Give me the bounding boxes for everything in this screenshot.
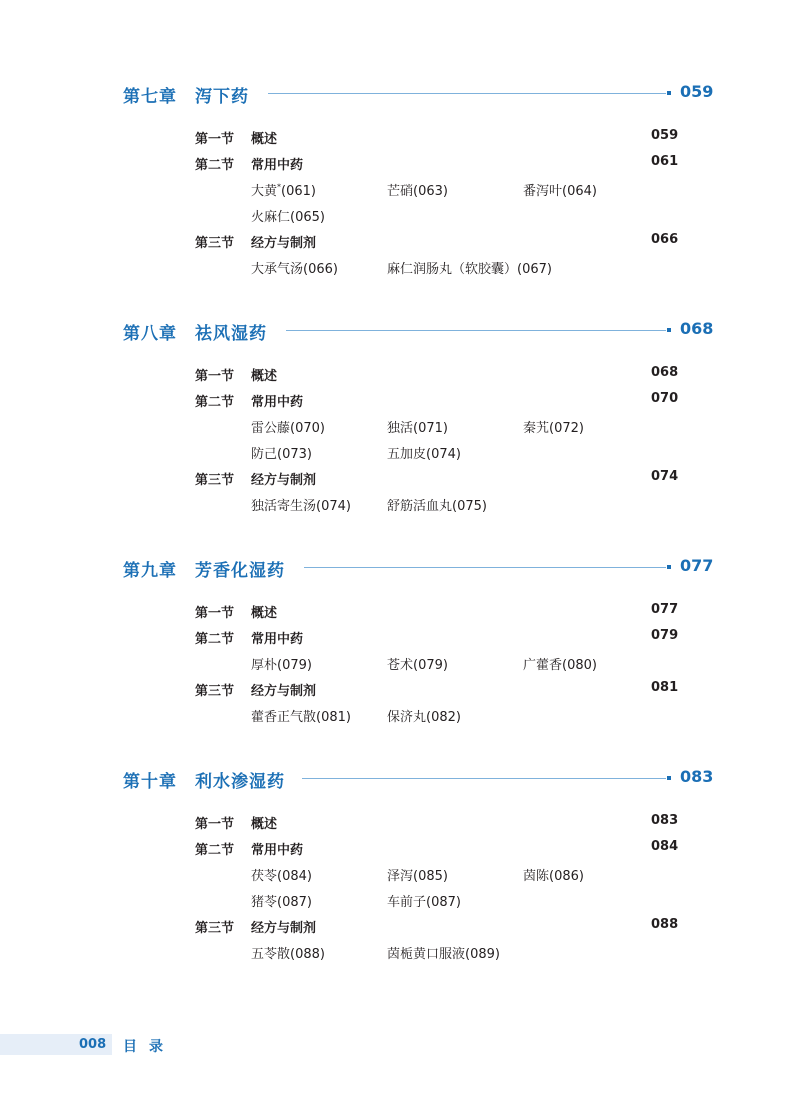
leader-dot [667,776,671,780]
toc-item-page: (087) [426,895,461,910]
toc-item[interactable] [251,258,338,277]
section-number: 第二节 [195,158,235,173]
toc-item-name: 茵栀黄口服液 [387,947,466,962]
section-number: 第三节 [195,921,235,936]
section-title: 概述 [251,817,278,832]
toc-item[interactable] [251,943,325,962]
toc-item[interactable] [387,865,448,884]
toc-item[interactable] [251,706,351,725]
section-title: 概述 [251,369,278,384]
toc-item-page: (089) [465,947,500,962]
section-number: 第一节 [195,132,235,147]
section-page-number: 088 [651,917,679,932]
section-page-number: 079 [651,628,679,643]
toc-item[interactable] [251,417,325,436]
section-entry[interactable] [0,628,800,646]
toc-item-page: (088) [290,947,325,962]
toc-item-name: 大承气汤 [251,262,304,277]
section-entry[interactable] [0,917,800,935]
section-title: 常用中药 [251,843,304,858]
toc-item[interactable] [523,180,597,199]
section-page-number: 059 [651,128,679,143]
leader-dot [667,91,671,95]
toc-item-name: 独活寄生汤 [251,499,317,514]
section-title: 经方与制剂 [251,684,317,699]
section-page-number: 074 [651,469,679,484]
chapter-title: 芳香化湿药 [195,561,285,581]
section-title: 概述 [251,132,278,147]
section-title: 常用中药 [251,158,304,173]
toc-item-name: 广藿香 [523,658,563,673]
toc-item-name: 火麻仁 [251,210,291,225]
toc-item[interactable] [387,417,448,436]
toc-item[interactable] [523,865,584,884]
toc-item[interactable] [251,865,312,884]
toc-item[interactable] [387,443,461,462]
toc-item-name: 茯苓 [251,869,278,884]
section-number: 第三节 [195,684,235,699]
toc-item-page: (084) [277,869,312,884]
toc-item-page: (087) [277,895,312,910]
toc-item-page: (071) [413,421,448,436]
toc-item-name: 苍术 [387,658,414,673]
section-title: 概述 [251,606,278,621]
footer-page-number: 008 [79,1037,107,1052]
section-number: 第三节 [195,473,235,488]
chapter-title: 利水渗湿药 [195,772,285,792]
toc-item-page: (064) [562,184,597,199]
section-page-number: 084 [651,839,679,854]
toc-item-page: (074) [426,447,461,462]
toc-item-name: 五加皮 [387,447,427,462]
toc-item-name: 芒硝 [387,184,414,199]
leader-line [286,330,666,331]
toc-item-name: 防己 [251,447,278,462]
toc-item-page: (081) [316,710,351,725]
toc-item-page: (079) [413,658,448,673]
toc-item-page: (075) [452,499,487,514]
toc-item[interactable] [523,654,597,673]
section-title: 经方与制剂 [251,236,317,251]
toc-item-page: (061) [281,184,316,199]
toc-item-page: (086) [549,869,584,884]
leader-line [268,93,666,94]
toc-item-page: (066) [303,262,338,277]
toc-item-page: (070) [290,421,325,436]
leader-line [304,567,666,568]
toc-item-name: 雷公藤 [251,421,291,436]
section-number: 第一节 [195,369,235,384]
toc-item-page: (063) [413,184,448,199]
section-page-number: 083 [651,813,679,828]
toc-item[interactable] [387,180,448,199]
section-number: 第二节 [195,395,235,410]
toc-item-name: 保济丸 [387,710,427,725]
toc-item[interactable] [251,180,316,199]
toc-item[interactable] [387,943,500,962]
section-number: 第一节 [195,817,235,832]
section-page-number: 066 [651,232,679,247]
toc-item-page: (080) [562,658,597,673]
chapter-heading[interactable] [0,767,800,797]
chapter-heading[interactable] [0,556,800,586]
toc-item[interactable] [251,654,312,673]
section-entry[interactable] [0,680,800,698]
section-number: 第一节 [195,606,235,621]
section-entry[interactable] [0,391,800,409]
toc-item-name: 泽泻 [387,869,414,884]
section-title: 经方与制剂 [251,921,317,936]
toc-item-page: (067) [517,262,552,277]
section-number: 第二节 [195,632,235,647]
section-entry[interactable] [0,128,800,146]
toc-item[interactable] [387,654,448,673]
toc-item[interactable] [523,417,584,436]
toc-item-page: (079) [277,658,312,673]
leader-line [302,778,666,779]
section-entry[interactable] [0,813,800,831]
section-page-number: 068 [651,365,679,380]
section-page-number: 070 [651,391,679,406]
chapter-page-number: 083 [680,767,714,786]
section-entry[interactable] [0,469,800,487]
chapter-heading[interactable] [0,82,800,112]
section-page-number: 081 [651,680,679,695]
section-page-number: 077 [651,602,679,617]
toc-item[interactable] [387,891,461,910]
chapter-number: 第十章 [123,772,177,792]
chapter-page-number: 059 [680,82,714,101]
toc-item[interactable] [251,443,312,462]
section-title: 常用中药 [251,395,304,410]
chapter-number: 第九章 [123,561,177,581]
chapter-number: 第七章 [123,87,177,107]
leader-dot [667,565,671,569]
toc-item-name: 茵陈 [523,869,550,884]
toc-item-page: (072) [549,421,584,436]
toc-item[interactable] [251,891,312,910]
toc-item-page: (085) [413,869,448,884]
toc-item-name: 猪苓 [251,895,278,910]
section-entry[interactable] [0,602,800,620]
section-page-number: 061 [651,154,679,169]
toc-item[interactable] [251,495,351,514]
toc-item[interactable] [251,206,325,225]
toc-item-name: 麻仁润肠丸（软胶囊） [387,262,518,277]
toc-item[interactable] [387,258,552,277]
chapter-page-number: 068 [680,319,714,338]
toc-item-name: 五苓散 [251,947,291,962]
chapter-title: 泻下药 [195,87,249,107]
chapter-page-number: 077 [680,556,714,575]
toc-item[interactable] [387,495,487,514]
chapter-number: 第八章 [123,324,177,344]
toc-item-name: 藿香正气散 [251,710,317,725]
toc-item-page: (074) [316,499,351,514]
footer-title: 目录 [123,1039,175,1055]
toc-item[interactable] [387,706,461,725]
toc-item-name: 秦艽 [523,421,550,436]
section-title: 常用中药 [251,632,304,647]
chapter-title: 祛风湿药 [195,324,267,344]
toc-item-page: (073) [277,447,312,462]
toc-item-mark: * [277,182,282,192]
section-entry[interactable] [0,365,800,383]
section-title: 经方与制剂 [251,473,317,488]
toc-item-name: 车前子 [387,895,427,910]
section-entry[interactable] [0,232,800,250]
toc-item-page: (065) [290,210,325,225]
toc-item-name: 舒筋活血丸 [387,499,453,514]
section-number: 第二节 [195,843,235,858]
section-number: 第三节 [195,236,235,251]
toc-item-name: 番泻叶 [523,184,563,199]
toc-item-name: 厚朴 [251,658,278,673]
toc-item-page: (082) [426,710,461,725]
section-entry[interactable] [0,154,800,172]
toc-item-name: 大黄 [251,184,278,199]
toc-item-name: 独活 [387,421,414,436]
leader-dot [667,328,671,332]
section-entry[interactable] [0,839,800,857]
chapter-heading[interactable] [0,319,800,349]
